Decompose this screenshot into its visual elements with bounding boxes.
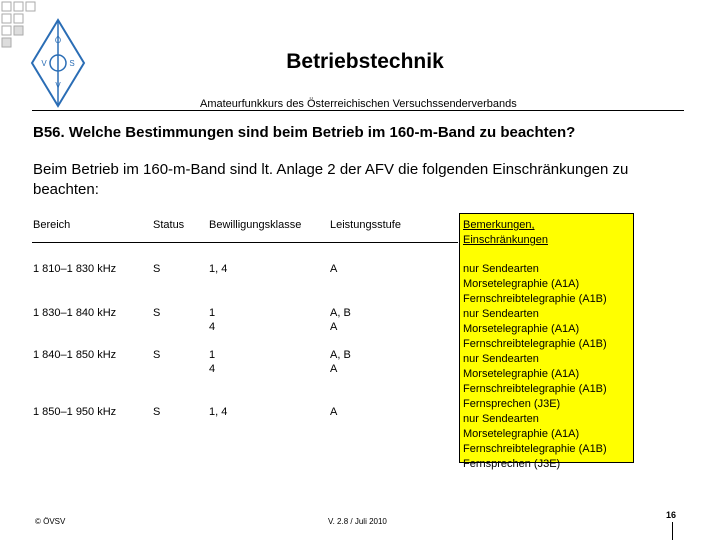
row4-status: S [153, 406, 161, 418]
row4-license-class: 1, 4 [209, 406, 228, 418]
page-title: Betriebstechnik [286, 50, 444, 73]
row1-range: 1 810–1 830 kHz [33, 263, 117, 275]
header-divider [32, 110, 684, 111]
header-license-class: Bewilligungsklasse [209, 219, 302, 231]
svg-text:Ö: Ö [54, 36, 62, 45]
footer-version: V. 2.8 / Juli 2010 [328, 517, 387, 526]
table-header-divider [32, 242, 458, 243]
row2-range: 1 830–1 840 kHz [33, 307, 117, 319]
header-range: Bereich [33, 219, 71, 231]
svg-text:V: V [41, 59, 47, 68]
row2-power-level: A, B A [330, 307, 351, 333]
row3-license-class: 1 4 [209, 349, 216, 375]
footer-copyright: © ÖVSV [35, 517, 66, 526]
row1-status: S [153, 263, 161, 275]
header-power-level: Leistungsstufe [330, 219, 401, 231]
row2-status: S [153, 307, 161, 319]
question-heading: B56. Welche Bestimmungen sind beim Betrieb im 160-m-Band zu beachten? [33, 124, 576, 141]
svg-text:S: S [69, 59, 75, 68]
remarks-box [459, 213, 634, 470]
remarks-text: nur Sendearten Morsetelegraphie (A1A) Fernschreibtelegraphie (A1B) nur Sendearten Morsetelegraphie (A1A) Fernschreibtelegraphie (A1B) nur Sendearten Morsetelegraphie (A1A) Fernschreibtelegraphie (A1B) Fernsprechen (J3E) nur Sendearten Morsetelegraphie (A1A) Fernschreibtelegraphie (A1B) Fernsprechen (J3E) [463, 263, 607, 470]
page-number: 16 [666, 510, 677, 520]
page-subtitle: Amateurfunkkurs des Österreichischen Versuchssenderverbands [200, 98, 517, 110]
footer-divider [672, 522, 673, 540]
row3-status: S [153, 349, 161, 361]
row4-range: 1 850–1 950 kHz [33, 406, 117, 418]
header-status: Status [153, 219, 185, 231]
header-remarks: Bemerkungen, Einschränkungen [463, 219, 549, 246]
row3-range: 1 840–1 850 kHz [33, 349, 117, 361]
row3-power-level: A, B A [330, 349, 351, 375]
row2-license-class: 1 4 [209, 307, 216, 333]
row1-license-class: 1, 4 [209, 263, 228, 275]
row4-power-level: A [330, 406, 338, 418]
intro-paragraph: Beim Betrieb im 160-m-Band sind lt. Anlage 2 der AFV die folgenden Einschränkungen zu beachten: [33, 161, 629, 198]
row1-power-level: A [330, 263, 338, 275]
svg-text:V: V [55, 81, 61, 90]
